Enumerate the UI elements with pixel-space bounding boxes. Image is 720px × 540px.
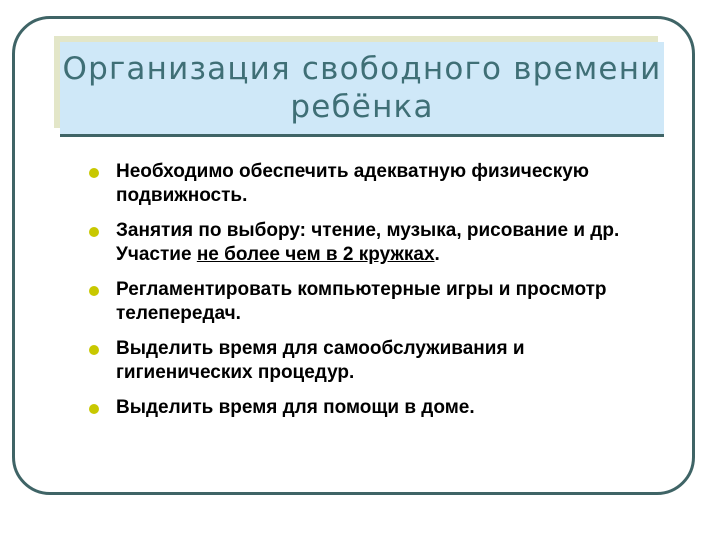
bullet-item-3 [84,278,644,326]
bullet-item-4 [84,337,644,385]
bullet-text: Необходимо обеспечить адекватную физическую подвижность. [116,161,590,206]
bullet-marker-icon [89,227,99,237]
slide-title: Организация свободного времени ребёнка [62,51,662,125]
bullet-marker-icon [89,286,99,296]
bullet-item-1 [84,160,644,208]
bullet-marker-icon [89,168,99,178]
bullet-text: Регламентировать компьютерные игры и просмотр телепередач. [116,279,607,324]
bullet-text: Выделить время для самообслуживания и гигиенических процедур. [116,338,525,383]
bullet-item-2 [84,219,644,267]
bullet-text-end: . [434,244,440,265]
bullet-text: Занятия по выбору: чтение, музыка, рисование и др. Участие [116,220,620,265]
bullet-text: Выделить время для помощи в доме. [116,397,475,418]
title-box [60,42,664,137]
bullet-list [84,160,644,431]
bullet-marker-icon [89,404,99,414]
bullet-item-5 [84,396,644,420]
bullet-marker-icon [89,345,99,355]
bullet-underlined-text: не более чем в 2 кружках [196,244,435,265]
